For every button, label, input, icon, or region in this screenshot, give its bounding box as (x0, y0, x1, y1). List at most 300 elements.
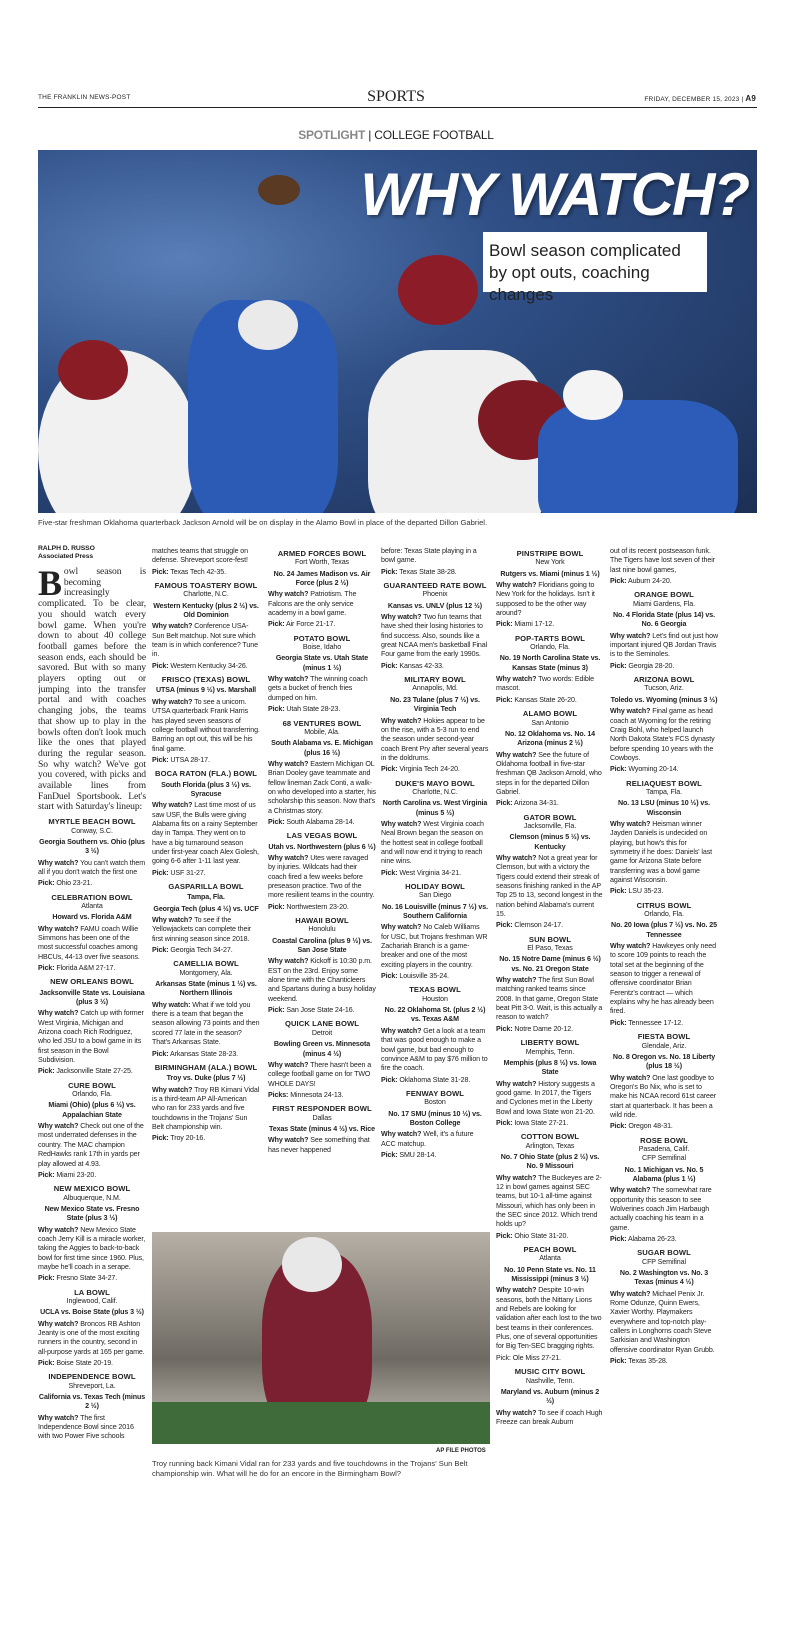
pick-text: Miami 23-20. (56, 1170, 97, 1179)
date-text: FRIDAY, DECEMBER 15, 2023 (644, 96, 740, 103)
bowl-name: ALAMO BOWL (522, 709, 578, 719)
pick-text: Notre Dame 20-12. (514, 1024, 573, 1033)
spotlight-word: SPOTLIGHT (298, 128, 366, 142)
pick-text: Ohio 23-21. (56, 879, 93, 888)
pick-text: Auburn 24-20. (627, 577, 672, 586)
pick-text: West Virginia 34-21. (399, 868, 461, 877)
why-watch-text: Let's find out just how important injured QB Jordan Travis is to the Seminoles. (610, 631, 718, 659)
pick-label: Pick: (381, 567, 398, 576)
paragraph: matches teams that struggle on defense. Shreveport score-fest! (152, 547, 248, 565)
why-watch-text: To see if the Yellowjackets can complete their first winning season since 2018. (152, 916, 252, 943)
why-watch (38, 1122, 146, 1169)
pick (610, 1019, 718, 1028)
article-column-5 (496, 545, 604, 1590)
why-watch-label: Why watch? (268, 590, 309, 599)
why-watch-label: Why watch? (38, 858, 79, 867)
matchup: No. 13 LSU (minus 10 ½) vs. Wisconsin (618, 799, 710, 817)
bowl-name: CITRUS BOWL (636, 900, 692, 910)
bowl-location: Atlanta (81, 901, 103, 910)
pick-text: Kansas State 26-20. (514, 695, 577, 704)
why-watch-text: Patriotism. The Falcons are the only service academy in a bowl game. (268, 590, 357, 618)
pick-text: Fresno State 34-27. (56, 1274, 118, 1283)
bowl-name: DUKE'S MAYO BOWL (395, 778, 475, 788)
pick-label: Pick: (152, 567, 169, 576)
pick (610, 1357, 718, 1366)
matchup: Georgia Southern vs. Ohio (plus 3 ½) (39, 837, 145, 856)
matchup: No. 24 James Madison vs. Air Force (plus 2 ½) (273, 569, 371, 588)
bowl-location: Orlando, Fla. (530, 643, 570, 652)
pick-text: San Jose State 24-16. (286, 1006, 355, 1015)
bowl-name: HOLIDAY BOWL (405, 882, 465, 891)
bowl-location: Arlington, Texas (525, 1141, 575, 1150)
bowl-name: LIBERTY BOWL (520, 1038, 580, 1048)
bowl-name: BOCA RATON (FLA.) BOWL (154, 769, 258, 779)
bowl-location: Phoenix (422, 590, 448, 599)
pick-label: Pick: (268, 817, 285, 826)
why-watch-label: Why watch? (610, 707, 651, 716)
bowl-location: Annapolis, Md. (412, 684, 458, 693)
why-watch-label: Why watch? (38, 1225, 79, 1234)
bowl-name: SUGAR BOWL (637, 1248, 691, 1258)
bowl-name: GUARANTEED RATE BOWL (383, 581, 487, 591)
why-watch-label: Why watch? (496, 853, 537, 862)
pick-label: Pick: (152, 755, 169, 764)
why-watch-text: You can't watch them all if you don't watch the first one (38, 858, 146, 876)
pick-text: Georgia Tech 34-27. (170, 946, 233, 955)
pick (268, 1091, 376, 1100)
matchup: Utah vs. Northwestern (plus 6 ½) (268, 842, 376, 851)
pick (610, 1122, 718, 1131)
matchup: South Florida (plus 3 ½) vs. Syracuse (161, 780, 251, 798)
bowl-location: Honolulu (308, 925, 336, 934)
why-watch-text: No Caleb Williams for USC, but Trojans freshman WR Zachariah Branch is a game-breaker and one of the most exciting players in the country. (381, 923, 488, 969)
why-watch (381, 613, 489, 660)
bowl-name: INDEPENDENCE BOWL (48, 1372, 136, 1382)
pick (496, 1232, 604, 1241)
bowl-name: NEW MEXICO BOWL (53, 1184, 131, 1194)
why-watch (381, 1027, 489, 1074)
pick (381, 1151, 489, 1160)
pick-text: Texas State 38-28. (399, 567, 457, 576)
why-watch (268, 675, 376, 703)
why-watch (152, 698, 260, 754)
pick (268, 1006, 376, 1015)
pick (496, 696, 604, 705)
matchup: No. 23 Tulane (plus 7 ½) vs. Virginia Tech (390, 695, 480, 714)
pick (152, 1134, 260, 1143)
intro-paragraph (38, 563, 146, 813)
why-watch-text: The Buckeyes are 2-12 in bowl games against SEC teams, but 10-1 all-time against Missouri, which has only been in the SEC since 2012. Which trend holds up? (496, 1173, 602, 1229)
pick-label: Pick: (496, 620, 513, 629)
why-watch (496, 675, 604, 694)
why-watch-label: Why watch? (496, 1173, 537, 1182)
page-number: A9 (745, 94, 756, 103)
matchup: Jacksonville State vs. Louisiana (plus 3 ½) (39, 988, 145, 1007)
pick-label: Pick: (610, 661, 627, 670)
why-watch-text: Michael Penix Jr. Rome Odunze, Quinn Ewers, Xavier Worthy. Playmakers everywhere and top-notch play-callers in Longhorns coach Steve Sarkisian and Washington offensive coordinator Ryan Grubb. (610, 1289, 715, 1354)
bowl-name: CURE BOWL (68, 1080, 116, 1090)
pick-text: Arizona 34-31. (513, 799, 559, 808)
pick (268, 705, 376, 714)
why-watch-label: Why watch? (496, 1286, 537, 1295)
pick (610, 765, 718, 774)
why-watch-label: Why watch? (268, 759, 309, 768)
bowl-location: El Paso, Texas (527, 944, 573, 953)
pick-label: Pick: (496, 1118, 513, 1127)
why-watch (268, 957, 376, 1004)
why-watch (496, 1409, 604, 1428)
why-watch-text: Well, it's a future ACC matchup. (381, 1130, 474, 1148)
bowl-name: ARIZONA BOWL (633, 675, 695, 685)
bowl-name: PEACH BOWL (523, 1245, 577, 1255)
bowl-location: Conway, S.C. (71, 826, 113, 835)
why-watch-label: Why watch? (268, 1060, 309, 1069)
why-watch (152, 1001, 260, 1048)
why-watch (381, 1130, 489, 1149)
pick (38, 1067, 146, 1076)
matchup: New Mexico State vs. Fresno State (plus 3 ½) (44, 1204, 140, 1223)
why-watch-label: Why watch? (381, 923, 422, 932)
pick-label: Pick: (38, 1274, 55, 1283)
issue-date: FRIDAY, DECEMBER 15, 2023 | A9 (644, 94, 756, 103)
newspaper-name: THE FRANKLIN NEWS-POST (38, 94, 131, 101)
why-watch (496, 751, 604, 798)
bowl-location: Tampa, Fla. (646, 787, 682, 796)
pick-text: Virginia Tech 24-20. (399, 765, 460, 774)
why-watch-text: One last goodbye to Oregon's Bo Nix, who is set to make his NCAA record 61st career start at quarterback. It has been a wild ride. (610, 1073, 717, 1119)
bowl-name: ROSE BOWL (640, 1135, 688, 1145)
why-watch-label: Why watch? (496, 675, 537, 684)
spotlight-topic: | COLLEGE FOOTBALL (368, 128, 494, 142)
matchup: Kansas vs. UNLV (plus 12 ½) (387, 601, 483, 610)
pick-text: Boise State 20-19. (56, 1359, 113, 1368)
bowl-location: San Diego (418, 891, 452, 900)
why-watch-label: Why watch? (152, 697, 193, 706)
matchup: No. 22 Oklahoma St. (plus 2 ½) vs. Texas A&M (384, 1006, 486, 1024)
why-watch-text: See the future of Oklahoma football in five-star freshman QB Jackson Arnold, who steps in for the departed Dillon Gabriel. (496, 750, 602, 796)
bowl-location: Tucson, Ariz. (644, 684, 684, 693)
pick-label: Pick: (381, 765, 398, 774)
bowl-name: POTATO BOWL (293, 633, 351, 643)
pick (496, 921, 604, 930)
why-watch (152, 622, 260, 659)
bowl-name: 68 VENTURES BOWL (282, 718, 362, 728)
matchup: Coastal Carolina (plus 9 ½) vs. San Jose State (272, 936, 372, 955)
why-watch-text: Utes were ravaged by injuries. Wildcats had their coach fired a few weeks before preseason practice. Two of the more resilient teams in the country. (268, 853, 375, 900)
pick (268, 818, 376, 827)
why-watch (496, 1174, 604, 1230)
pick-label: Pick: (610, 1357, 627, 1366)
why-watch (381, 923, 489, 970)
pick-text: Georgia 28-20. (628, 661, 675, 670)
why-watch-label: Why watch? (152, 1085, 193, 1094)
why-watch (38, 1009, 146, 1065)
bowl-location: Albuquerque, N.M. (63, 1193, 121, 1202)
why-watch-text: Catch up with former West Virginia, Michigan and Arizona coach Rich Rodriguez, who led JSU to a bowl game in its first season in the Bowl Subdivision. (38, 1009, 144, 1065)
matchup: Rutgers vs. Miami (minus 1 ½) (500, 569, 600, 578)
pick-text: Texas 35-28. (628, 1357, 668, 1366)
matchup: Howard vs. Florida A&M (52, 913, 132, 922)
bowl-location: Dallas (312, 1113, 332, 1122)
bowl-location: Orlando, Fla. (644, 910, 684, 919)
pick-text: Ohio State 31-20. (514, 1231, 569, 1240)
matchup: No. 12 Oklahoma vs. No. 14 Arizona (minus 2 ½) (504, 729, 596, 748)
pick-text: Oklahoma State 31-28. (399, 1075, 471, 1084)
pick-text: UTSA 28-17. (170, 755, 210, 764)
why-watch-text: Last time most of us saw USF, the Bulls were giving Alabama fits on a rainy September day in Tampa. They went on to have a big turnaround season under first-year coach Alex Golesh, going 6-6 after 1-11 last year. (152, 801, 259, 866)
why-watch (268, 854, 376, 901)
matchup: Troy vs. Duke (plus 7 ½) (166, 1074, 246, 1083)
pick (38, 964, 146, 973)
why-watch (268, 1136, 376, 1155)
bowl-location: Mobile, Ala. (304, 727, 340, 736)
pick-label: Pick: (152, 661, 169, 670)
bowl-location: Fort Worth, Texas (294, 558, 350, 567)
why-watch-text: See something that has never happened (268, 1136, 370, 1154)
matchup: Georgia State vs. Utah State (minus 1 ½) (275, 654, 369, 672)
article-column-4 (381, 545, 489, 1230)
pick (152, 568, 260, 577)
why-watch-text: West Virginia coach Neal Brown began the season on the hottest seat in college football and will now end it trying to reach nine wins. (381, 819, 484, 866)
why-watch (610, 707, 718, 763)
top-photo-caption: Five-star freshman Oklahoma quarterback Jackson Arnold will be on display in the Alamo Bowl in place of the departed Dillon Gabriel. (38, 518, 488, 527)
pick (152, 869, 260, 878)
bowl-name: FIESTA BOWL (637, 1032, 691, 1042)
bowl-location: Charlotte, N.C. (183, 590, 229, 599)
bowl-location: Pasadena, Calif. (638, 1144, 690, 1153)
paragraph: Pick: Ole Miss 27-21. (496, 1353, 561, 1362)
pick-text: Miami 17-12. (514, 620, 555, 629)
pick-label: Pick: (38, 963, 55, 972)
matchup: UTSA (minus 9 ½) vs. Marshall (155, 686, 257, 695)
why-watch-label: Why watch? (381, 1130, 422, 1139)
pick-label: Pick: (268, 620, 285, 629)
pick (610, 1235, 718, 1244)
pick-text: USF 31-27. (170, 868, 206, 877)
pick-label: Pick: (496, 1024, 513, 1033)
why-watch-label: Why watch? (38, 1009, 79, 1018)
why-watch-text: The winning coach gets a bucket of french fries dumped on him. (268, 675, 368, 702)
matchup: Georgia Tech (plus 4 ½) vs. UCF (153, 904, 259, 913)
why-watch-label: Why watch? (268, 1136, 309, 1145)
bowl-name: MYRTLE BEACH BOWL (48, 817, 136, 827)
matchup: Miami (Ohio) (plus 6 ½) vs. Appalachian State (48, 1101, 136, 1119)
bowl-name: ARMED FORCES BOWL (277, 549, 367, 558)
why-watch (496, 976, 604, 1023)
why-watch (38, 925, 146, 962)
matchup: UCLA vs. Boise State (plus 3 ½) (40, 1308, 144, 1317)
bowl-name: NEW ORLEANS BOWL (50, 977, 134, 987)
why-watch (496, 854, 604, 919)
pick-text: Alabama 26-23. (627, 1235, 677, 1244)
pick-text: Western Kentucky 34-26. (170, 661, 248, 670)
why-watch-text: Two fun teams that have shed their losing histories to find success. Also, sounds like a great NCAA men's basketball Final Four game from the early 1990s. (381, 613, 488, 659)
why-watch (381, 820, 489, 867)
why-watch (610, 632, 718, 660)
pick-label: Pick: (381, 1150, 398, 1159)
article-column-2 (152, 545, 260, 1230)
why-watch-text: Conference USA-Sun Belt matchup. Not sure which team is in which conference? Tune in. (152, 622, 258, 659)
why-watch-label: Why watch? (268, 853, 309, 862)
pick-text: LSU 35-23. (628, 887, 664, 896)
why-watch (610, 1074, 718, 1121)
why-watch-text: FAMU coach Willie Simmons has been one of the most successful coaches among HBCUs, 44-13 over five seasons. (38, 924, 140, 961)
pick-text: South Alabama 28-14. (286, 817, 355, 826)
pick-label: Pick: (152, 1049, 169, 1058)
pick (38, 1171, 146, 1180)
pick-text: Louisville 35-24. (399, 972, 449, 981)
why-watch (152, 916, 260, 944)
matchup: No. 15 Notre Dame (minus 6 ½) vs. No. 21 Oregon State (499, 955, 601, 973)
why-watch-label: Why watch? (152, 916, 193, 925)
why-watch (268, 1061, 376, 1089)
why-watch-label: Why watch? (268, 957, 309, 966)
bowl-location: New York (535, 558, 565, 567)
pick-label: Pick: (268, 1006, 285, 1015)
photo-credit: AP FILE PHOTOS (436, 1448, 486, 1454)
pick-label: Pick: (496, 921, 513, 930)
why-watch-label: Why watch? (381, 1026, 422, 1035)
bowl-name: LAS VEGAS BOWL (286, 831, 358, 841)
matchup: No. 10 Penn State vs. No. 11 Mississippi (minus 3 ½) (504, 1265, 596, 1284)
article-column-6 (610, 545, 718, 1590)
matchup: Toledo vs. Wyoming (minus 3 ½) (610, 695, 718, 704)
pick-label: Pick: (38, 1359, 55, 1368)
bowl-name: PINSTRIPE BOWL (516, 549, 584, 558)
pick-label: Pick: (496, 799, 513, 808)
pick-label: Pick: (496, 1231, 513, 1240)
bowl-name: FENWAY BOWL (405, 1088, 465, 1098)
pick-text: Jacksonville State 27-25. (56, 1067, 133, 1076)
matchup: No. 17 SMU (minus 10 ½) vs. Boston College (388, 1109, 482, 1127)
bowl-name: FRISCO (TEXAS) BOWL (161, 675, 251, 685)
pick (268, 620, 376, 629)
pick-label: Pick: (610, 577, 627, 586)
matchup: No. 7 Ohio State (plus 2 ½) vs. No. 9 Missouri (500, 1152, 600, 1171)
matchup: Memphis (plus 8 ½) vs. Iowa State (503, 1058, 597, 1077)
why-watch (38, 1320, 146, 1357)
matchup: North Carolina vs. West Virginia (minus 5 ½) (382, 799, 488, 817)
why-watch-label: Why watch? (496, 750, 537, 759)
why-watch-label: Why watch? (496, 1079, 537, 1088)
pick-label: Pick: (38, 879, 55, 888)
why-watch (38, 1414, 146, 1442)
bowl-location: Atlanta (539, 1254, 561, 1263)
bowl-location: CFP Semifinal (642, 1257, 686, 1266)
why-watch (381, 717, 489, 764)
why-watch-text: The somewhat rare opportunity this season to see Wolverines coach Jim Harbaugh actually coaching his team in a game. (610, 1186, 712, 1232)
why-watch (610, 820, 718, 885)
why-watch-text: Two words: Edible mascot. (496, 675, 595, 693)
why-watch-text: Broncos RB Ashton Jeanty is one of the most exciting runners in the country, second in all-purpose yards at 165 per game. (38, 1319, 145, 1356)
bowl-name: RELIAQUEST BOWL (626, 778, 702, 788)
pick-text: Clemson 24-17. (514, 921, 564, 930)
matchup: No. 20 Iowa (plus 7 ½) vs. No. 25 Tennessee (611, 921, 717, 939)
pick-label: Pick: (610, 887, 627, 896)
matchup: Arkansas State (minus 1 ½) vs. Northern Illinois (155, 980, 257, 998)
bowl-location: Orlando, Fla. (72, 1090, 112, 1099)
bowl-name: CAMELLIA BOWL (173, 959, 239, 969)
bowl-location: CFP Semifinal (642, 1154, 686, 1163)
why-watch-label: Why watch? (610, 942, 651, 951)
why-watch (38, 1226, 146, 1273)
pick-text: Air Force 21-17. (285, 620, 336, 629)
article-column-1 (38, 545, 146, 1585)
why-watch-text: The first Sun Bowl matching ranked teams since 2008. In that game, Oregon State beat Pitt 3-0. Wait, is this actually a reason to watch? (496, 976, 603, 1022)
pick-label: Pick: (152, 946, 169, 955)
pick-label: Pick: (268, 705, 285, 714)
why-watch-text: Heisman winner Jayden Daniels is undecided on playing, but how's this for symmetry if he does: Daniels' last game for Arizona State before transferring was a bowl game against Wisconsin. (610, 819, 713, 884)
bowl-location: Glendale, Ariz. (641, 1041, 687, 1050)
byline-org: Associated Press (38, 553, 94, 560)
pick-text: Oregon 48-31. (628, 1122, 673, 1131)
pick-text: Minnesota 24-13. (290, 1090, 344, 1099)
pick-label: Pick: (381, 1075, 398, 1084)
pick (152, 946, 260, 955)
why-watch-text: New Mexico State coach Jerry Kill is a miracle worker, taking the Aggies to back-to-back bowl for first time since 1960. Plus, maybe he'll coach in a serape. (38, 1225, 146, 1271)
pick (610, 887, 718, 896)
intro-text: owl season is becoming increasingly complicated. To be clear, you should watch every bowl game. When you're down to about 40 college football games before the season ends, each should be savored. But with so many players opting out or jumping into the transfer portal and with coaches changing jobs, the teams that show up to play in the bowls often don't look much like the ones that played during the regular season. So why watch? We've got you covered, with picks and available lines from FanDuel Sportsbook. Let's start with Saturday's lineup: (38, 566, 146, 813)
pick-text: Florida A&M 27-17. (56, 963, 116, 972)
why-watch-text: Hawkeyes only need to score 109 points to reach the total set at the beginning of the season to trigger a renewal of offensive coordinator Brian Ferentz's contract — which explains why he has already been fired. (610, 942, 716, 1016)
pick-label: Pick: (381, 868, 398, 877)
why-watch-label: Why watch? (610, 1186, 651, 1195)
paragraph: out of its recent postseason funk. The Tigers have lost seven of their last nine bowl games, (610, 547, 715, 574)
pick-text: Troy 20-16. (170, 1134, 206, 1143)
bowl-location: Miami Gardens, Fla. (633, 599, 695, 608)
pick (152, 662, 260, 671)
why-watch-text: History suggests a good game. In 2017, the Tigers and Cyclones met in the Liberty Bowl and Iowa State won 21-20. (496, 1079, 595, 1116)
matchup: No. 16 Louisville (minus 7 ½) vs. Southern California (382, 902, 488, 921)
why-watch-text: There hasn't been a college football game on for TWO WHOLE DAYS! (268, 1060, 372, 1088)
why-watch (496, 1286, 604, 1351)
why-watch (496, 581, 604, 618)
pick-text: Arkansas State 28-23. (169, 1049, 239, 1058)
why-watch-label: Why watch? (496, 976, 537, 985)
bowl-location: Charlotte, N.C. (412, 787, 458, 796)
why-watch-text: Final game as head coach at Wyoming for the retiring Craig Bohl, who helped launch North Dakota State's FCS dynasty before spending 10 years with the Cowboys. (610, 707, 715, 762)
why-watch-text: Eastern Michigan OL Brian Dooley gave teammate and fellow lineman Zack Conti, a walk-on who developed into a starter, his scholarship this season. Now that's a Christmas story. (268, 759, 376, 815)
pick (381, 1076, 489, 1085)
why-watch-text: Hokies appear to be on the rise, with a 5-3 run to end the season under second-year coach Brent Pry after several years in the doldrums. (381, 716, 489, 762)
pick (38, 1274, 146, 1283)
bowl-name: SUN BOWL (528, 934, 572, 944)
bottom-photo-caption: Troy running back Kimani Vidal ran for 233 yards and five touchdowns in the Trojans' Sun Belt championship win. What will he do for an encore in the Birmingham Bowl? (152, 1459, 468, 1478)
bowl-location: Boston (424, 1098, 446, 1107)
bowl-location: Montgomery, Ala. (179, 968, 233, 977)
pick (610, 577, 718, 586)
pick (496, 1025, 604, 1034)
why-watch-label: Why watch? (152, 622, 193, 631)
why-watch-label: Why watch? (610, 1289, 651, 1298)
bowl-name: COTTON BOWL (520, 1132, 580, 1142)
pick-text: Tennessee 17-12. (628, 1018, 684, 1027)
why-watch-label: Why watch? (38, 1413, 79, 1422)
why-watch-label: Why watch? (496, 1408, 537, 1417)
pick-text: Kansas 42-33. (399, 661, 444, 670)
bowl-name: MILITARY BOWL (404, 675, 466, 685)
why-watch-text: Check out one of the most underrated defenses in the country. The MAC champion RedHawks rank 17th in yards per play allowed at 4.93. (38, 1122, 144, 1168)
pick (496, 1119, 604, 1128)
bowl-name: POP-TARTS BOWL (514, 633, 586, 643)
pick-label: Pick: (268, 902, 285, 911)
bowl-location: Shreveport, La. (68, 1381, 116, 1390)
bowl-name: GATOR BOWL (523, 812, 577, 822)
pick-label: Pick: (152, 1134, 169, 1143)
pick-text: SMU 28-14. (399, 1150, 437, 1159)
why-watch-text: To see if coach Hugh Freeze can break Auburn (496, 1408, 603, 1426)
why-watch-label: Why watch? (152, 801, 193, 810)
